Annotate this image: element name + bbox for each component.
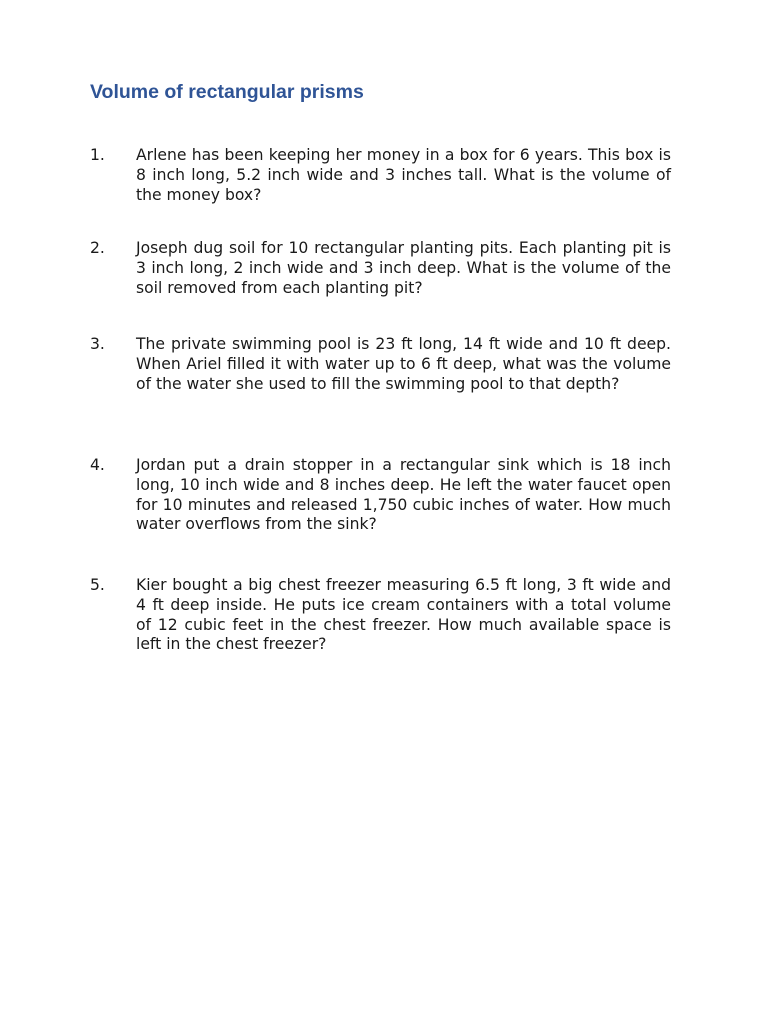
question-text: Kier bought a big chest freezer measuring 6.5 ft long, 3 ft wide and 4 ft deep inside. He puts ice cream containers with a total volume of 12 cubic feet in the chest freezer. How much available space is left in the chest freezer? [136, 576, 671, 654]
page-title: Volume of rectangular prisms [90, 81, 364, 103]
question-number: 5. [90, 576, 105, 594]
question-item [90, 456, 680, 535]
question-number: 4. [90, 456, 105, 474]
question-number: 2. [90, 239, 105, 257]
question-text: Arlene has been keeping her money in a box for 6 years. This box is 8 inch long, 5.2 inch wide and 3 inches tall. What is the volume of the money box? [136, 146, 671, 204]
question-item [90, 335, 680, 394]
question-text: The private swimming pool is 23 ft long, 14 ft wide and 10 ft deep. When Ariel filled it with water up to 6 ft deep, what was the volume of the water she used to fill the swimming pool to that depth? [136, 335, 671, 393]
question-text: Joseph dug soil for 10 rectangular planting pits. Each planting pit is 3 inch long, 2 inch wide and 3 inch deep. What is the volume of the soil removed from each planting pit? [136, 239, 671, 297]
question-item [90, 576, 680, 655]
question-item [90, 146, 680, 205]
question-number: 3. [90, 335, 105, 353]
question-item [90, 239, 680, 298]
question-text: Jordan put a drain stopper in a rectangular sink which is 18 inch long, 10 inch wide and 8 inches deep. He left the water faucet open for 10 minutes and released 1,750 cubic inches of water. How much water overflows from the sink? [136, 456, 671, 534]
question-number: 1. [90, 146, 105, 164]
